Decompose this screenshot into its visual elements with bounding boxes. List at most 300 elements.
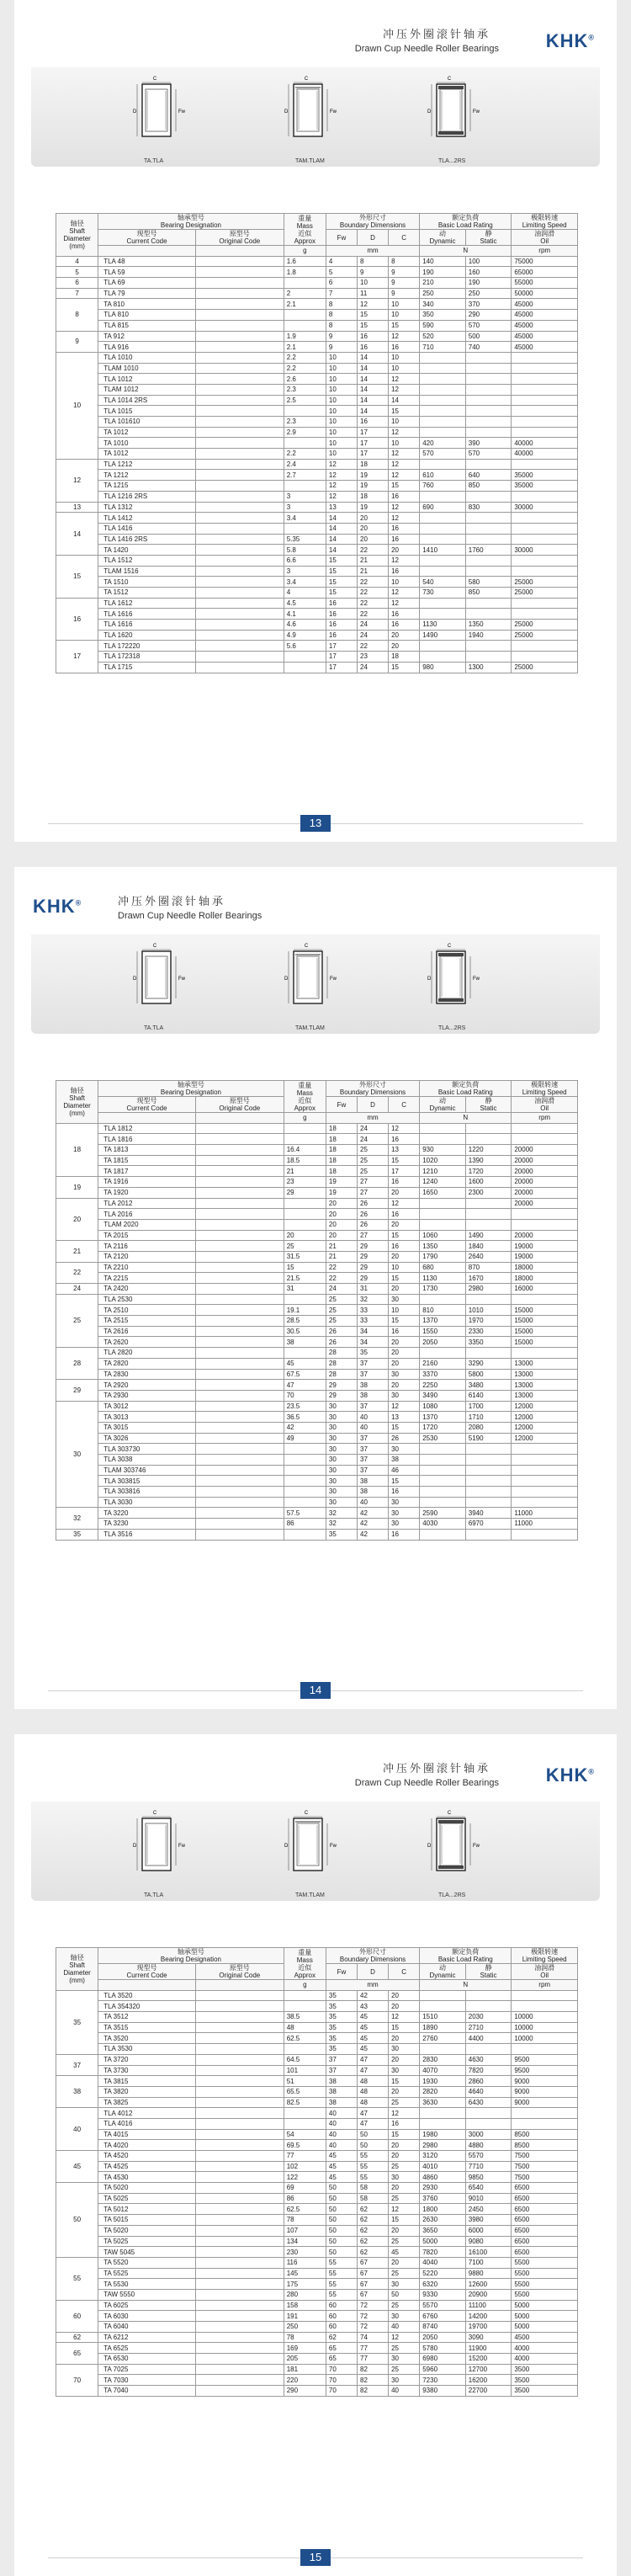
table-row: [56, 1294, 578, 1305]
c: 13: [389, 1145, 420, 1156]
col-speed: 极限转速 Limiting Speed: [512, 1081, 578, 1097]
current-code: TA 810: [98, 299, 196, 310]
dynamic-load: 6320: [420, 2279, 466, 2290]
current-code: TLA 3038: [98, 1455, 196, 1466]
table-row: [56, 481, 578, 492]
static-load: 570: [465, 449, 512, 460]
d: 82: [358, 2364, 389, 2375]
original-code: [195, 406, 284, 417]
current-code: TA 2820: [98, 1358, 196, 1369]
current-code: TA 1916: [98, 1177, 196, 1188]
limiting-speed: 15000: [512, 1337, 578, 1348]
current-code: TA 1420: [98, 545, 196, 556]
static-load: [465, 1134, 512, 1145]
c: 13: [389, 1412, 420, 1423]
c: 30: [389, 1497, 420, 1508]
d: 14: [358, 384, 389, 395]
shaft-diameter: 65: [56, 2343, 98, 2364]
limiting-speed: 10000: [512, 2033, 578, 2044]
table-row: [56, 513, 578, 524]
static-load: [465, 2044, 512, 2055]
d: 77: [358, 2354, 389, 2365]
d: 55: [358, 2172, 389, 2183]
c: 14: [389, 395, 420, 406]
col-dynamic: 动 Dynamic: [420, 1964, 466, 1980]
original-code: [195, 1145, 284, 1156]
fw: 14: [326, 534, 357, 545]
original-code: [195, 2076, 284, 2087]
c: 15: [389, 1422, 420, 1433]
mass: 191: [284, 2311, 326, 2322]
static-load: 4880: [465, 2140, 512, 2151]
d: 42: [358, 1990, 389, 2001]
mass: 25: [284, 1241, 326, 1252]
original-code: [195, 363, 284, 374]
unit-g: g: [284, 1113, 326, 1124]
mass: 57.5: [284, 1508, 326, 1519]
c: 40: [389, 2386, 420, 2397]
dynamic-load: 5780: [420, 2343, 466, 2354]
fw: 12: [326, 481, 357, 492]
original-code: [195, 1348, 284, 1359]
limiting-speed: 20000: [512, 1230, 578, 1241]
table-row: [56, 630, 578, 641]
col-shaft: 轴径 Shaft Diameter (mm): [56, 1948, 98, 1991]
table-row: [56, 1990, 578, 2001]
table-row: [56, 2086, 578, 2097]
d: 22: [358, 641, 389, 652]
limiting-speed: [512, 363, 578, 374]
d: 17: [358, 427, 389, 438]
original-code: [195, 2054, 284, 2065]
dynamic-load: 2250: [420, 1380, 466, 1391]
mass: 3: [284, 502, 326, 513]
d: 27: [358, 1187, 389, 1198]
fw: 21: [326, 1251, 357, 1262]
limiting-speed: 9000: [512, 2076, 578, 2087]
limiting-speed: 6500: [512, 2204, 578, 2215]
mass: [284, 406, 326, 417]
dynamic-load: 2760: [420, 2033, 466, 2044]
limiting-speed: [512, 1455, 578, 1466]
fw: 35: [326, 2022, 357, 2033]
limiting-speed: 6500: [512, 2193, 578, 2204]
shaft-diameter: 10: [56, 352, 98, 459]
mass: [284, 1465, 326, 1476]
table-row: [56, 299, 578, 310]
dynamic-load: [420, 555, 466, 566]
table-row: [56, 1465, 578, 1476]
static-load: 1700: [465, 1401, 512, 1412]
c: 20: [389, 1348, 420, 1359]
limiting-speed: [512, 1444, 578, 1455]
static-load: [465, 395, 512, 406]
fw: 60: [326, 2322, 357, 2333]
d: 29: [358, 1262, 389, 1273]
c: 30: [389, 2311, 420, 2322]
original-code: [195, 2268, 284, 2279]
mass: 23: [284, 1177, 326, 1188]
current-code: TLA 2820: [98, 1348, 196, 1359]
fw: 50: [326, 2236, 357, 2247]
c: 12: [389, 555, 420, 566]
limiting-speed: [512, 427, 578, 438]
current-code: TA 6212: [98, 2332, 196, 2343]
c: 20: [389, 545, 420, 556]
spec-table: [56, 1080, 578, 1541]
limiting-speed: [512, 555, 578, 566]
shaft-diameter: 9: [56, 331, 98, 352]
static-load: 370: [465, 299, 512, 310]
c: 20: [389, 2086, 420, 2097]
table-row: [56, 1497, 578, 1508]
table-row: [56, 2022, 578, 2033]
static-load: [465, 1123, 512, 1134]
limiting-speed: 25000: [512, 620, 578, 631]
table-row: [56, 577, 578, 588]
c: 10: [389, 363, 420, 374]
current-code: TA 5520: [98, 2257, 196, 2268]
mass: 69.5: [284, 2140, 326, 2151]
static-load: [465, 427, 512, 438]
c: 15: [389, 2076, 420, 2087]
title-en: Drawn Cup Needle Roller Bearings: [354, 1778, 499, 1788]
dynamic-load: 2630: [420, 2215, 466, 2226]
table-row: [56, 2161, 578, 2172]
c: 12: [389, 1123, 420, 1134]
limiting-speed: 45000: [512, 310, 578, 321]
fw: 30: [326, 1444, 357, 1455]
dynamic-load: [420, 384, 466, 395]
static-load: 3290: [465, 1358, 512, 1369]
original-code: [195, 1487, 284, 1498]
c: 12: [389, 2012, 420, 2023]
mass: [284, 662, 326, 673]
table-row: [56, 641, 578, 652]
mass: 2.3: [284, 417, 326, 428]
d: 45: [358, 2012, 389, 2023]
fw: 35: [326, 2033, 357, 2044]
d: 24: [358, 630, 389, 641]
static-load: 1010: [465, 1305, 512, 1316]
fw: 18: [326, 1123, 357, 1134]
dynamic-load: 2820: [420, 2086, 466, 2097]
fw: 21: [326, 1241, 357, 1252]
c: 8: [389, 256, 420, 267]
catalog-page-14: [14, 867, 617, 1709]
c: 12: [389, 470, 420, 481]
shaft-diameter: 19: [56, 1177, 98, 1198]
d: 67: [358, 2279, 389, 2290]
static-load: 6140: [465, 1390, 512, 1401]
original-code: [195, 1187, 284, 1198]
fw: 38: [326, 2086, 357, 2097]
limiting-speed: [512, 395, 578, 406]
dynamic-load: [420, 2001, 466, 2012]
dynamic-load: 9380: [420, 2386, 466, 2397]
c: 12: [389, 374, 420, 385]
fw: 10: [326, 406, 357, 417]
limiting-speed: 12000: [512, 1401, 578, 1412]
current-code: TA 5525: [98, 2268, 196, 2279]
original-code: [195, 2012, 284, 2023]
bearing-diagram: [132, 77, 199, 157]
d: 38: [358, 1390, 389, 1401]
dynamic-load: 8740: [420, 2322, 466, 2333]
mass: 2.3: [284, 384, 326, 395]
shaft-diameter: 35: [56, 1990, 98, 2054]
unit-mm: mm: [326, 1113, 419, 1124]
static-load: 22700: [465, 2386, 512, 2397]
fw: 18: [326, 1134, 357, 1145]
static-load: [465, 1465, 512, 1476]
original-code: [195, 278, 284, 289]
limiting-speed: [512, 523, 578, 534]
original-code: [195, 1444, 284, 1455]
catalog-page-13: [14, 0, 617, 842]
current-code: TLA 2016: [98, 1209, 196, 1220]
limiting-speed: 75000: [512, 256, 578, 267]
limiting-speed: [512, 1348, 578, 1359]
c: 30: [389, 1508, 420, 1519]
original-code: [195, 1251, 284, 1262]
table-row: [56, 1348, 578, 1359]
original-code: [195, 2300, 284, 2311]
current-code: TA 1215: [98, 481, 196, 492]
static-load: 2330: [465, 1326, 512, 1337]
current-code: TLA 1715: [98, 662, 196, 673]
c: 15: [389, 320, 420, 331]
original-code: [195, 1508, 284, 1519]
fw: 10: [326, 438, 357, 449]
original-code: [195, 1241, 284, 1252]
table-row: [56, 1219, 578, 1230]
bearing-diagram: [284, 944, 351, 1024]
static-load: 9880: [465, 2268, 512, 2279]
limiting-speed: 13000: [512, 1369, 578, 1380]
limiting-speed: 12000: [512, 1433, 578, 1444]
current-code: TA 4525: [98, 2161, 196, 2172]
fw: 12: [326, 470, 357, 481]
d: 33: [358, 1305, 389, 1316]
c: 16: [389, 534, 420, 545]
original-code: [195, 1337, 284, 1348]
limiting-speed: 11000: [512, 1519, 578, 1530]
dim-label-d: D: [133, 1844, 137, 1849]
dynamic-load: [420, 1476, 466, 1487]
diagram-ta-tla: [132, 1808, 199, 1898]
original-code: [195, 2001, 284, 2012]
shaft-diameter: 35: [56, 1529, 98, 1540]
static-load: 2640: [465, 1251, 512, 1262]
dynamic-load: 6980: [420, 2354, 466, 2365]
fw: 50: [326, 2225, 357, 2236]
current-code: TLA 1812: [98, 1123, 196, 1134]
static-load: 11900: [465, 2343, 512, 2354]
fw: 15: [326, 566, 357, 577]
fw: 8: [326, 320, 357, 331]
mass: [284, 1497, 326, 1508]
static-load: 1670: [465, 1273, 512, 1284]
c: 10: [389, 438, 420, 449]
fw: 40: [326, 2108, 357, 2119]
diagram-caption: TA.TLA: [144, 158, 164, 164]
fw: 26: [326, 1326, 357, 1337]
fw: 28: [326, 1369, 357, 1380]
d: 38: [358, 1476, 389, 1487]
static-load: [465, 513, 512, 524]
table-row: [56, 523, 578, 534]
col-dynamic: 动 Dynamic: [420, 230, 466, 246]
d: 37: [358, 1444, 389, 1455]
original-code: [195, 2343, 284, 2354]
dynamic-load: [420, 1497, 466, 1508]
table-row: [56, 352, 578, 363]
table-row: [56, 384, 578, 395]
table-row: [56, 1305, 578, 1316]
original-code: [195, 1134, 284, 1145]
static-load: [465, 459, 512, 470]
mass: 2.2: [284, 449, 326, 460]
d: 9: [358, 267, 389, 278]
dynamic-load: [420, 1990, 466, 2001]
fw: 35: [326, 2044, 357, 2055]
dynamic-load: 730: [420, 588, 466, 599]
fw: 10: [326, 363, 357, 374]
table-row: [56, 1187, 578, 1198]
original-code: [195, 288, 284, 299]
d: 55: [358, 2161, 389, 2172]
current-code: TLA 1412: [98, 513, 196, 524]
table-body: [56, 1990, 578, 2396]
current-code: TA 4520: [98, 2151, 196, 2162]
fw: 29: [326, 1390, 357, 1401]
current-code: TA 2116: [98, 1241, 196, 1252]
current-code: TA 5020: [98, 2183, 196, 2194]
d: 22: [358, 588, 389, 599]
limiting-speed: [512, 417, 578, 428]
static-load: 3480: [465, 1380, 512, 1391]
static-load: 1720: [465, 1166, 512, 1177]
static-load: 850: [465, 481, 512, 492]
static-load: 7100: [465, 2257, 512, 2268]
dim-label-fw: Fw: [330, 109, 337, 114]
fw: 70: [326, 2375, 357, 2386]
dim-label-c: C: [152, 77, 157, 82]
static-load: [465, 352, 512, 363]
limiting-speed: 5500: [512, 2279, 578, 2290]
static-load: 2710: [465, 2022, 512, 2033]
d: 27: [358, 1230, 389, 1241]
fw: 14: [326, 513, 357, 524]
bearing-diagram: [284, 77, 351, 157]
static-load: [465, 417, 512, 428]
dynamic-load: 1370: [420, 1412, 466, 1423]
static-load: [465, 1444, 512, 1455]
dynamic-load: [420, 459, 466, 470]
limiting-speed: 30000: [512, 502, 578, 513]
fw: 60: [326, 2311, 357, 2322]
current-code: TA 2515: [98, 1316, 196, 1327]
col-d: D: [358, 1097, 389, 1113]
dim-label-d: D: [284, 977, 289, 982]
c: 30: [389, 1519, 420, 1530]
fw: 16: [326, 598, 357, 609]
d: 15: [358, 320, 389, 331]
current-code: TA 6025: [98, 2300, 196, 2311]
limiting-speed: 30000: [512, 545, 578, 556]
mass: 290: [284, 2386, 326, 2397]
table-row: [56, 2001, 578, 2012]
title-zh: 冲压外圈滚针轴承: [382, 1762, 490, 1775]
fw: 16: [326, 620, 357, 631]
original-code: [195, 1412, 284, 1423]
mass: [284, 1134, 326, 1145]
c: 30: [389, 1294, 420, 1305]
dynamic-load: 1720: [420, 1422, 466, 1433]
original-code: [195, 320, 284, 331]
current-code: TLAM 1516: [98, 566, 196, 577]
dynamic-load: 930: [420, 1145, 466, 1156]
dynamic-load: 810: [420, 1305, 466, 1316]
limiting-speed: 13000: [512, 1358, 578, 1369]
table-body: [56, 256, 578, 673]
limiting-speed: 5500: [512, 2289, 578, 2300]
table-row: [56, 331, 578, 342]
original-code: [195, 1219, 284, 1230]
limiting-speed: 8500: [512, 2129, 578, 2140]
original-code: [195, 1198, 284, 1209]
table-row: [56, 2279, 578, 2290]
fw: 35: [326, 1529, 357, 1540]
dynamic-load: 5570: [420, 2300, 466, 2311]
c: 10: [389, 1262, 420, 1273]
col-designation: 轴承型号 Bearing Designation: [98, 1948, 284, 1964]
c: 10: [389, 577, 420, 588]
limiting-speed: [512, 566, 578, 577]
limiting-speed: [512, 1134, 578, 1145]
fw: 55: [326, 2257, 357, 2268]
fw: 35: [326, 1990, 357, 2001]
dim-label-c: C: [304, 77, 309, 82]
dynamic-load: [420, 652, 466, 663]
static-load: 1760: [465, 545, 512, 556]
original-code: [195, 374, 284, 385]
dynamic-load: 2530: [420, 1433, 466, 1444]
static-load: 7820: [465, 2065, 512, 2076]
original-code: [195, 2354, 284, 2365]
d: 24: [358, 620, 389, 631]
current-code: TA 1512: [98, 588, 196, 599]
fw: 40: [326, 2140, 357, 2151]
table-row: [56, 1230, 578, 1241]
static-load: 1710: [465, 1412, 512, 1423]
fw: 50: [326, 2183, 357, 2194]
limiting-speed: 7500: [512, 2151, 578, 2162]
current-code: TA 3720: [98, 2054, 196, 2065]
original-code: [195, 1284, 284, 1295]
fw: 10: [326, 395, 357, 406]
mass: 107: [284, 2225, 326, 2236]
d: 16: [358, 342, 389, 353]
d: 16: [358, 417, 389, 428]
static-load: [465, 2001, 512, 2012]
table-row: [56, 2097, 578, 2108]
limiting-speed: 12000: [512, 1412, 578, 1423]
c: 15: [389, 406, 420, 417]
mass: [284, 438, 326, 449]
current-code: TLA 354320: [98, 2001, 196, 2012]
